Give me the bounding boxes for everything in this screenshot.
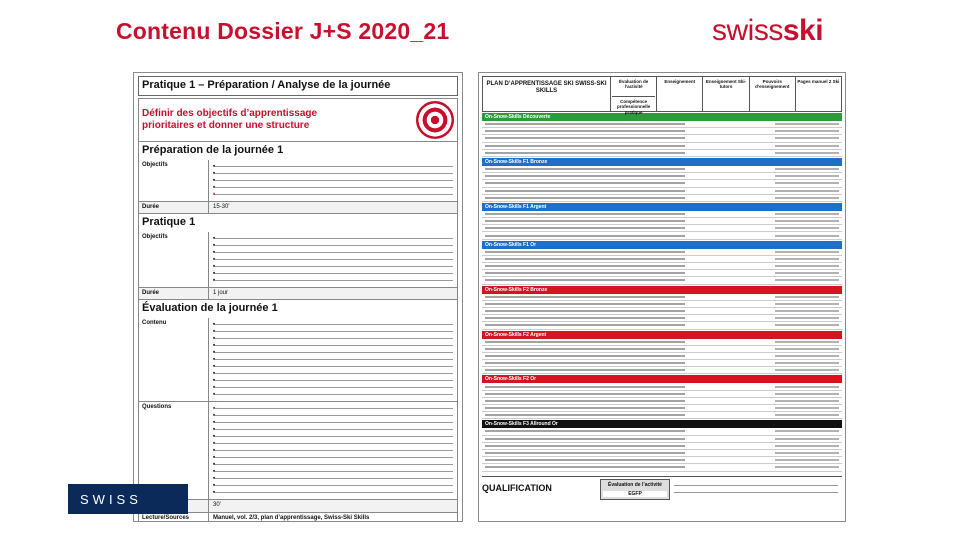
- target-icon: [416, 101, 454, 139]
- col-enseignement: Enseignement: [657, 77, 703, 111]
- section-band: On-Snow-Skills F1 Or: [482, 241, 842, 249]
- plan-row: [482, 143, 842, 150]
- duree-value: 30': [209, 500, 457, 512]
- duree-label: Durée: [139, 202, 209, 214]
- lecture-item-1: Manuel, vol. 2/3, plan d’apprentissage, Swiss-Ski Skills: [213, 514, 370, 521]
- qualification-desc: [670, 479, 842, 500]
- prep-title: Préparation de la journée 1: [138, 142, 458, 160]
- contenu-label: Contenu: [139, 318, 209, 401]
- plan-row: [482, 405, 842, 412]
- plan-row: [482, 150, 842, 157]
- plan-row: [482, 180, 842, 187]
- document-preview-left: [133, 72, 463, 522]
- pratique-title: Pratique 1: [138, 214, 458, 232]
- section-band: On-Snow-Skills F1 Argent: [482, 203, 842, 211]
- left-doc-header: Pratique 1 – Préparation / Analyse de la journée: [138, 76, 458, 96]
- plan-row: [482, 188, 842, 195]
- plan-row: [482, 367, 842, 374]
- plan-row: [482, 464, 842, 471]
- plan-row: [482, 450, 842, 457]
- plan-title: PLAN D’APPRENTISSAGE SKI SWISS-SKI SKILLS: [483, 77, 611, 111]
- plan-row: [482, 166, 842, 173]
- col-evaluation: Évaluation de l’activité Compétence professionnelle pratique: [611, 77, 657, 111]
- duree-value: 1 jour: [209, 288, 457, 300]
- col-ski-tutors: Enseignement Ski-tutors: [703, 77, 749, 111]
- plan-row: [482, 398, 842, 405]
- col-pages: Pages manuel 2 Ski: [797, 79, 840, 84]
- plan-row: [482, 211, 842, 218]
- swiss-ski-logo: swissski: [712, 14, 824, 47]
- plan-row: [482, 322, 842, 329]
- slide-title: Contenu Dossier J+S 2020_21: [116, 18, 450, 44]
- objectifs-content: [209, 160, 457, 201]
- plan-row: [482, 225, 842, 232]
- document-preview-right: [478, 72, 846, 522]
- plan-row: [482, 256, 842, 263]
- plan-row: [482, 308, 842, 315]
- objectifs-row: [138, 160, 458, 202]
- objectifs-content-2: [209, 232, 457, 287]
- col-pouvoirs: Pouvoirs d’enseignement: [750, 77, 796, 111]
- plan-row: [482, 339, 842, 346]
- plan-row: [482, 195, 842, 202]
- objectifs-label: Objectifs: [139, 160, 209, 201]
- section-band: On-Snow-Skills F3 Allround Or: [482, 420, 842, 428]
- plan-row: [482, 263, 842, 270]
- plan-row: [482, 218, 842, 225]
- plan-row: [482, 346, 842, 353]
- plan-row: [482, 121, 842, 128]
- plan-row: [482, 315, 842, 322]
- plan-row: [482, 457, 842, 464]
- duree-label: Durée: [139, 288, 209, 300]
- plan-row: [482, 135, 842, 142]
- goals-block: [138, 98, 458, 142]
- plan-row: [482, 294, 842, 301]
- plan-row: [482, 391, 842, 398]
- eval-title: Évaluation de la journée 1: [138, 300, 458, 318]
- goals-text: Définir des objectifs d’apprentissage prioritaires et donner une structure: [142, 108, 318, 131]
- contenu-row: [138, 318, 458, 402]
- plan-row: [482, 301, 842, 308]
- plan-row: [482, 128, 842, 135]
- plan-row: [482, 249, 842, 256]
- plan-row: [482, 173, 842, 180]
- qualification-title: QUALIFICATION: [482, 482, 552, 493]
- section-band: On-Snow-Skills Découverte: [482, 113, 842, 121]
- section-band: On-Snow-Skills F1 Bronze: [482, 158, 842, 166]
- plan-row: [482, 353, 842, 360]
- plan-header: [482, 76, 842, 115]
- plan-row: [482, 360, 842, 367]
- duree-row-2: [138, 288, 458, 301]
- plan-row: [482, 436, 842, 443]
- plan-body: [482, 113, 842, 472]
- plan-row: [482, 232, 842, 239]
- objectifs-label: Objectifs: [139, 232, 209, 287]
- qualification-box: Évaluation de l’activité EGFP: [600, 479, 670, 500]
- duree-row-1: [138, 202, 458, 215]
- questions-label: Questions: [139, 402, 209, 499]
- lecture-content: [209, 513, 457, 523]
- contenu-content: [209, 318, 457, 401]
- questions-content: [209, 402, 457, 499]
- section-band: On-Snow-Skills F2 Argent: [482, 331, 842, 339]
- plan-row: [482, 428, 842, 435]
- plan-row: [482, 443, 842, 450]
- objectifs-row-2: [138, 232, 458, 288]
- section-band: On-Snow-Skills F2 Bronze: [482, 286, 842, 294]
- qualification-row: [482, 476, 842, 500]
- plan-row: [482, 383, 842, 390]
- swiss-brand-bar: SWISS: [68, 484, 188, 514]
- plan-row: [482, 277, 842, 284]
- lecture-label: Lecture/Sources: [139, 513, 209, 523]
- section-band: On-Snow-Skills F2 Or: [482, 375, 842, 383]
- plan-row: [482, 412, 842, 419]
- duree-value: 15-30': [209, 202, 457, 214]
- plan-row: [482, 270, 842, 277]
